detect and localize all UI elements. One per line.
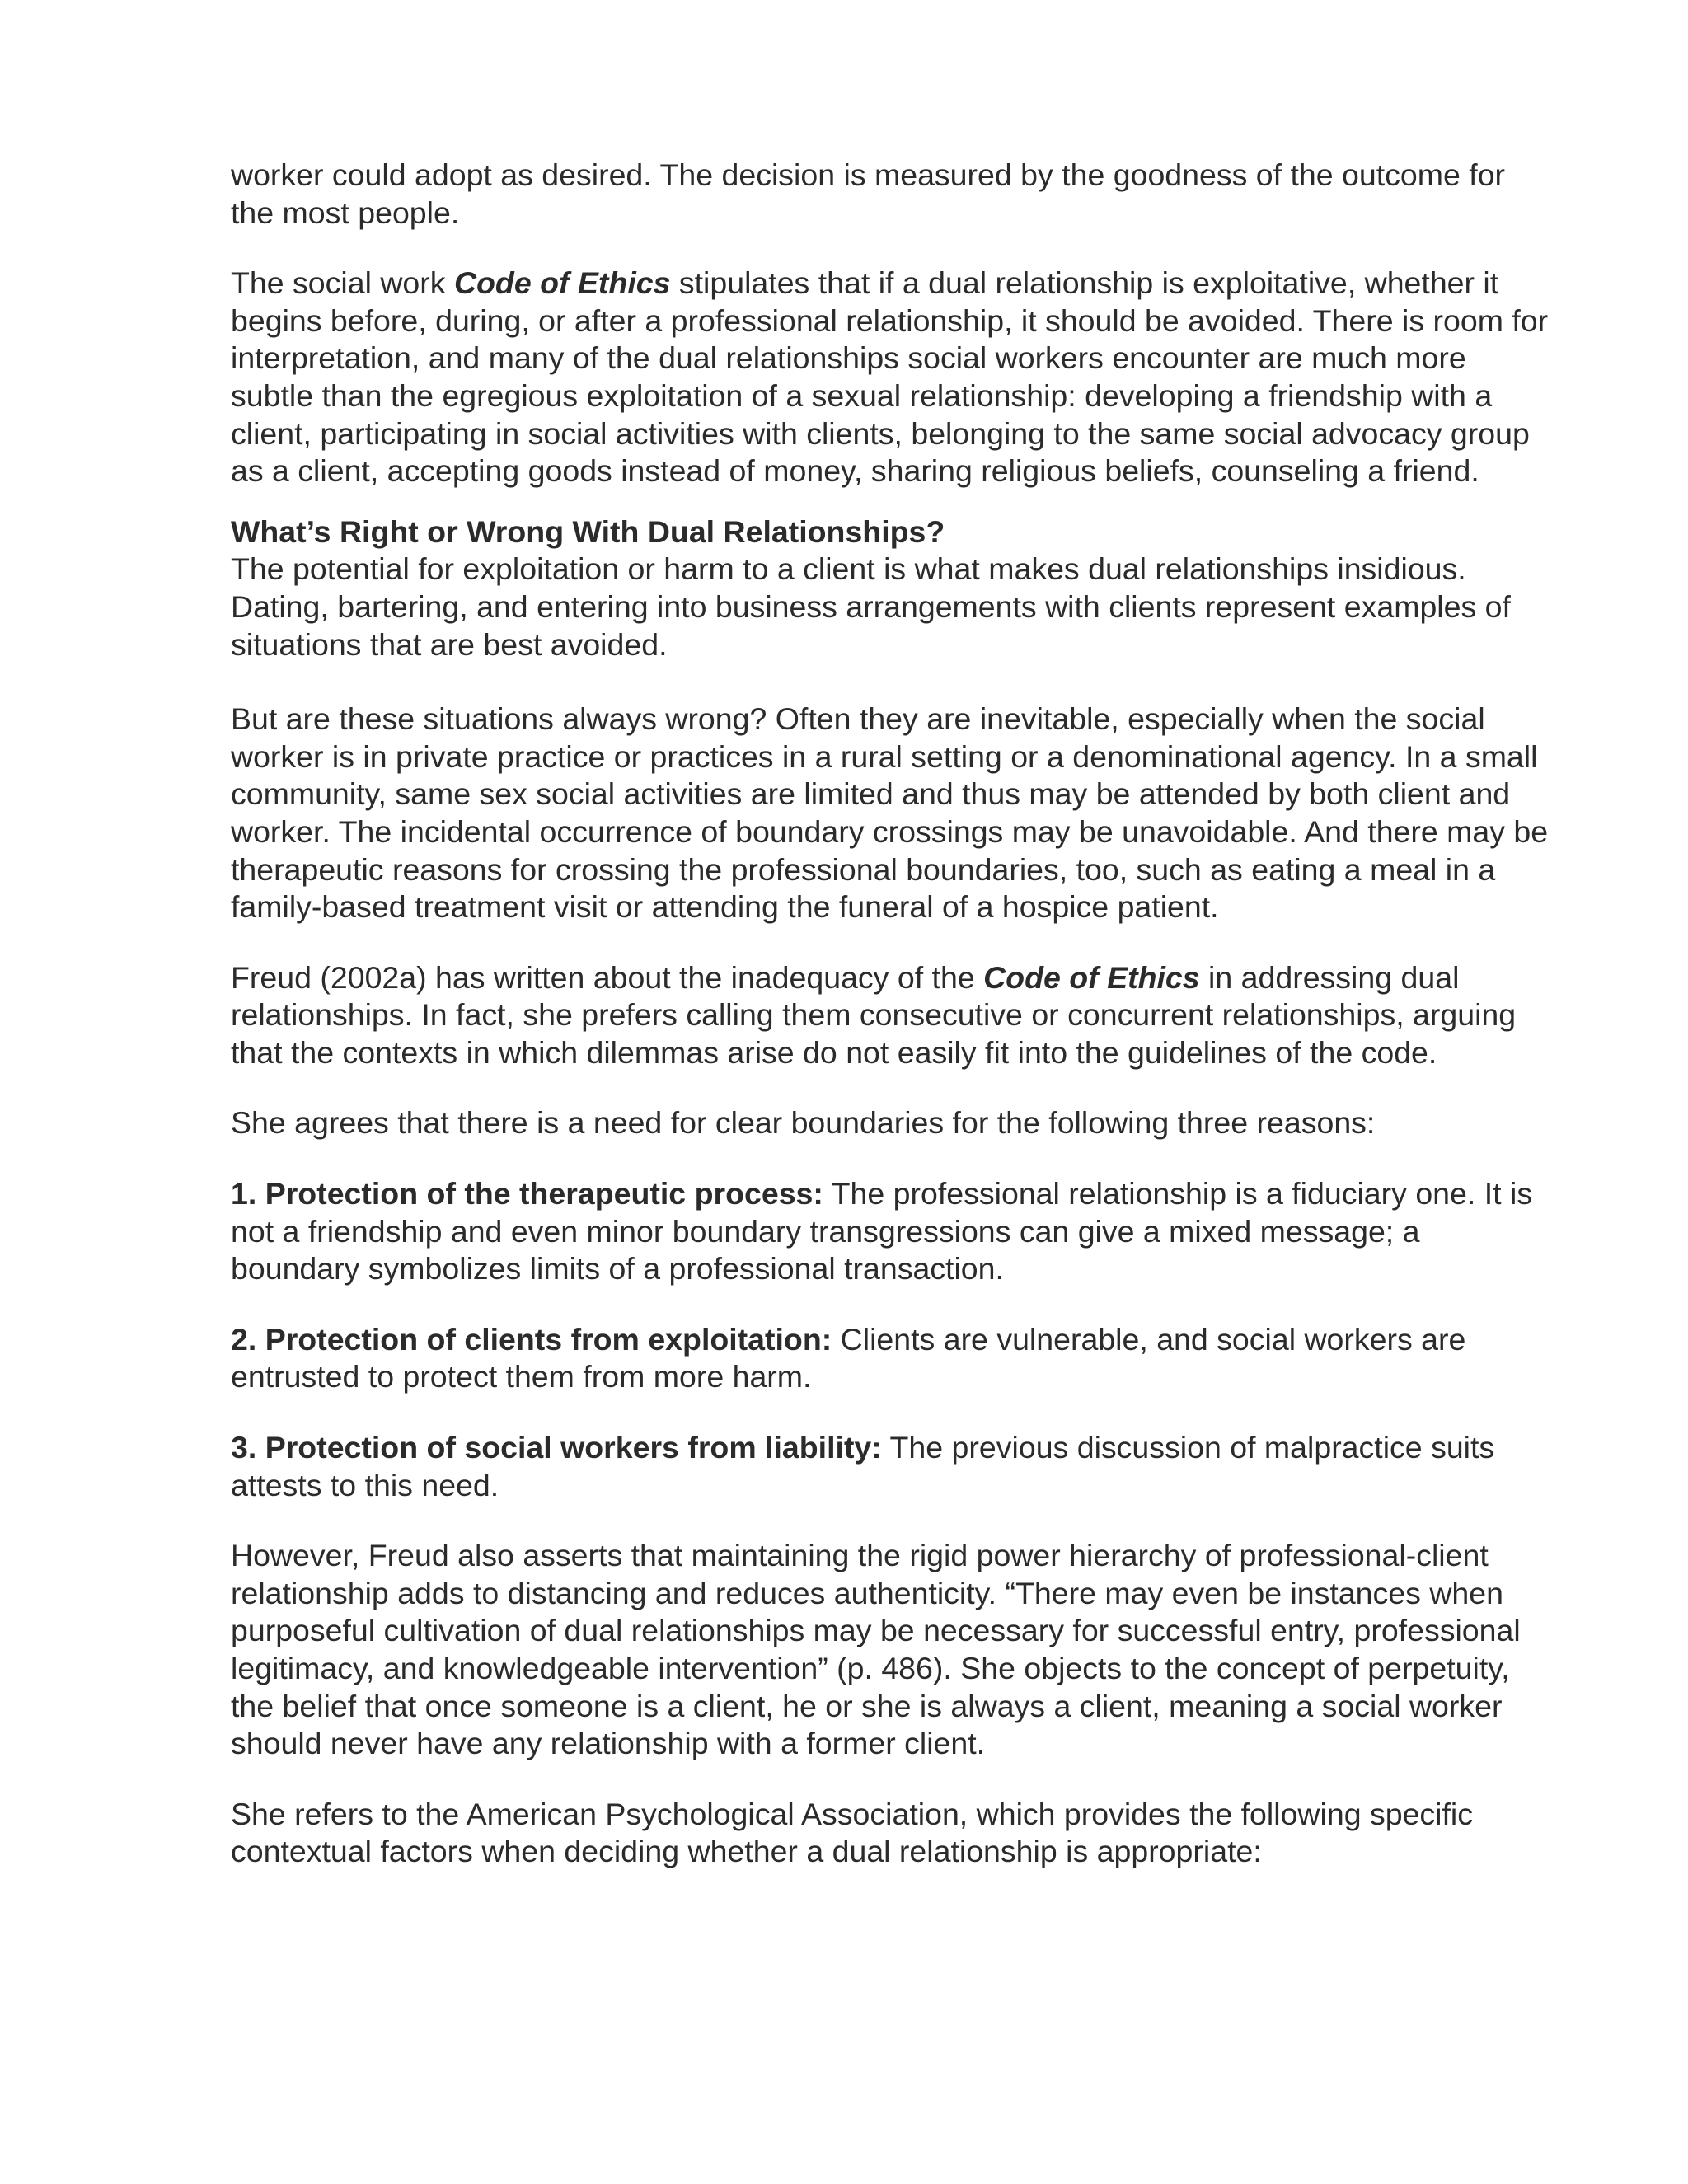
paragraph-always-wrong: But are these situations always wrong? Often they are inevitable, especially when the social worker is in private practice or practices in a rural setting or a denominational agency. In a small community, same sex social activities are limited and thus may be attended by both client and worker. The incidental occurrence of boundary crossings may be unavoidable. And there may be therapeutic reasons for crossing the professional boundaries, too, such as eating a meal in a family-based treatment visit or attending the funeral of a hospice patient. bbox=[231, 701, 1549, 925]
paragraph-potential-exploitation: The potential for exploitation or harm to a client is what makes dual relationships insidious. Dating, bartering, and entering into business arrangements with clients represent examples of situations that are best avoided. bbox=[231, 551, 1511, 662]
list-item-text: Clients are vulnerable, and social workers are entrusted to protect them from more harm. bbox=[231, 1321, 1466, 1394]
paragraph-freud-inadequacy bbox=[231, 959, 1550, 1072]
paragraph-text: The social work bbox=[231, 265, 454, 301]
paragraph-freud-asserts: However, Freud also asserts that maintaining the rigid power hierarchy of professional-client relationship adds to distancing and reduces authenticity. “There may even be instances when purposeful cultivation of dual relationships may be necessary for successful entry, professional legitimacy, and knowledgeable intervention” (p. 486). She objects to the concept of perpetuity, the belief that once someone is a client, he or she is always a client, meaning a social worker should never have any relationship with a former client. bbox=[231, 1538, 1521, 1761]
paragraph-text: stipulates that if a dual relationship is exploitative, whether it begins before, during, or after a professional relationship, it should be avoided. There is room for interpretation, and many of the dual relationships social workers encounter are much more subtle than the egregious exploitation of a sexual relationship: developing a friendship with a client, participating in social activities with clients, belonging to the same social advocacy group as a client, accepting goods instead of money, sharing religious beliefs, counseling a friend. bbox=[231, 265, 1549, 489]
list-item-text: The previous discussion of malpractice suits attests to this need. bbox=[231, 1430, 1495, 1502]
list-item-text: The professional relationship is a fiduciary one. It is not a friendship and even minor boundary transgressions can give a mixed message; a boundary symbolizes limits of a professional transaction. bbox=[231, 1176, 1533, 1286]
emphasis-code-of-ethics: Code of Ethics bbox=[983, 959, 1200, 995]
section-heading: What’s Right or Wrong With Dual Relationships? bbox=[231, 513, 945, 549]
list-item-label: 2. Protection of clients from exploitation: bbox=[231, 1321, 832, 1357]
list-item-reason-3 bbox=[231, 1429, 1550, 1504]
emphasis-code-of-ethics: Code of Ethics bbox=[453, 265, 671, 301]
paragraph-apa-factors: She refers to the American Psychological Association, which provides the following specific contextual factors when deciding whether a dual relationship is appropriate: bbox=[231, 1796, 1474, 1869]
paragraph-three-reasons-intro: She agrees that there is a need for clear boundaries for the following three reasons: bbox=[231, 1105, 1376, 1141]
paragraph-continuation: worker could adopt as desired. The decision is measured by the goodness of the outcome for the most people. bbox=[231, 157, 1506, 230]
list-item-reason-2 bbox=[231, 1321, 1550, 1396]
paragraph-code-of-ethics bbox=[231, 265, 1550, 490]
list-item-label: 1. Protection of the therapeutic process: bbox=[231, 1176, 823, 1212]
list-item-reason-1 bbox=[231, 1175, 1550, 1288]
paragraph-text: Freud (2002a) has written about the inadequacy of the bbox=[231, 959, 984, 995]
document-page bbox=[231, 157, 1550, 1871]
list-item-label: 3. Protection of social workers from liability: bbox=[231, 1430, 882, 1465]
paragraph-text: in addressing dual relationships. In fact, she prefers calling them consecutive or concurrent relationships, arguing that the contexts in which dilemmas arise do not easily fit into the guidelines of the code. bbox=[231, 959, 1517, 1070]
